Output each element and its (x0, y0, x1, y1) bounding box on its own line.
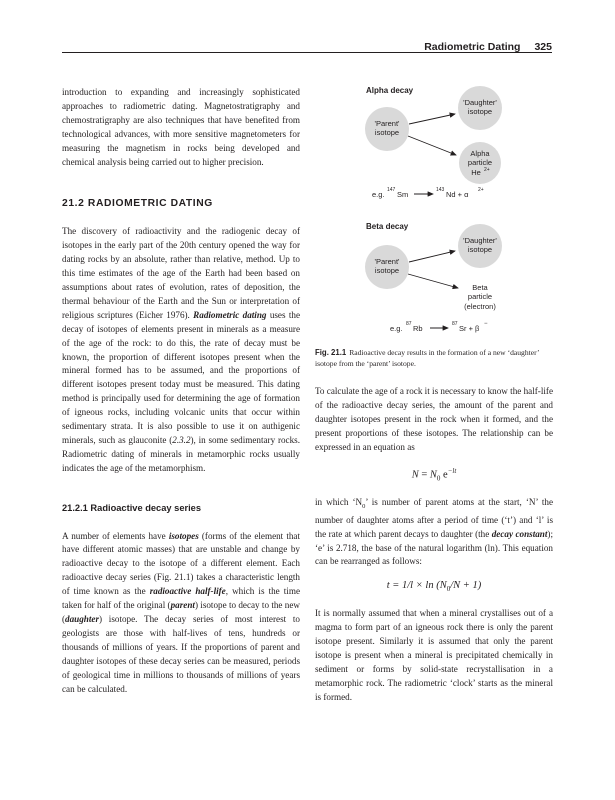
sub-p1-d: ) isotope to decay to the new ( (62, 600, 300, 624)
alpha-daughter-charge: 2+ (478, 187, 484, 193)
alpha-arrow-daughter (409, 114, 455, 124)
eq1-equals: = (421, 469, 428, 481)
running-head (400, 41, 552, 53)
alpha-parent-element: Sm (397, 190, 409, 199)
term-isotopes: isotopes (168, 530, 199, 541)
decay-diagram (315, 84, 553, 356)
right-paragraph-1: To calculate the age of a rock it is necessary to know the half-life of the radioactive decay series, the amount of the parent and daughter isotopes present in the rock when it formed, and the present proportions of these isotopes. The relationship can be expressed in an equation as (315, 386, 553, 452)
beta-daughter-element: Sr + β (459, 324, 480, 333)
figure-caption (315, 348, 553, 369)
alpha-daughter-line1: 'Daughter' (463, 98, 497, 107)
section-heading: 21.2 RADIOMETRIC DATING (62, 198, 213, 210)
alpha-particle-symbol: He (471, 168, 481, 177)
term-half-life: radioactive half-life (149, 586, 226, 597)
eq1-n: N (429, 469, 437, 481)
beta-parent-line2: isotope (374, 266, 400, 275)
beta-daughter-charge: − (484, 321, 488, 327)
beta-arrow-daughter (409, 251, 455, 262)
sub-p1-c: , which is the time taken for half of the original ( (62, 586, 300, 611)
equation-age (315, 579, 553, 597)
caption-label: Fig. 21.1 (315, 348, 347, 357)
subsection-heading: 21.2.1 Radioactive decay series (62, 502, 202, 513)
alpha-particle-line1: Alpha (470, 149, 490, 158)
section-ref: 2.3.2 (172, 434, 191, 445)
beta-parent-line1: 'Parent' (374, 257, 400, 266)
subsection-paragraph (62, 530, 300, 697)
alpha-daughter-mass: 143 (436, 187, 445, 193)
term-daughter: daughter (65, 614, 100, 624)
section-p1-a: The discovery of radioactivity and the radiogenic decay of isotopes in the early part of the 20th century opened the way for dating rocks by an absolute, rather than relative, method. Up to this time estimates of the age of the Earth had been based on assumptions about rates of evolution, rates of deposition, the thermal behaviour of the Earth and the Sun or interpretation of religious scriptures (Eicher 1976). (62, 226, 300, 320)
alpha-eg: e.g. (372, 190, 385, 199)
section-p1-c: ), in some sedimentary rocks. Radiometric dating of minerals in metamorphic rocks usually indicates the age of the metamorphism. (62, 434, 300, 473)
alpha-parent-mass: 147 (387, 187, 396, 193)
alpha-daughter-element: Nd + α (446, 190, 469, 199)
figure-21-1 (315, 84, 553, 356)
page-number: 325 (534, 41, 552, 53)
sub-p1-b: (forms of the element that have different atomic masses) that are unstable and change by radioactive decay to the isotope of a different element. Each radioactive decay series (Fig. 21.1) takes a characteristic length of time known as the (62, 530, 301, 597)
eq2-sub: 0 (446, 585, 451, 594)
running-head-title: Radiometric Dating (424, 41, 521, 53)
intro-paragraph: introduction to expanding and increasingly sophisticated approaches to radiometric dating. Magnetostratigraphy and chemostratigraphy are also techniques that have benefited from technological advances, with more sensitive magnetometers for measuring the magnetism in rocks being developed and chemical analysis being carried out to higher precision. (62, 87, 300, 167)
beta-arrow-particle (408, 274, 458, 288)
equation-decay (315, 465, 553, 487)
alpha-daughter-line2: isotope (467, 107, 493, 116)
p2-c: ); ‘e’ is 2.718, the base of the natural logarithm (ln). This equation can be rearranged as follows: (315, 528, 553, 567)
eq2-end: /N + 1) (450, 580, 482, 592)
beta-parent-element: Rb (413, 324, 423, 333)
eq1-sub: 0 (436, 474, 441, 483)
term-radiometric-dating: Radiometric dating (193, 309, 267, 320)
left-column (62, 86, 300, 696)
beta-particle-line3: (electron) (464, 302, 496, 311)
alpha-parent-line1: 'Parent' (374, 119, 400, 128)
beta-daughter-mass: 87 (452, 321, 458, 327)
right-column (315, 385, 553, 705)
beta-particle-line1: Beta (472, 283, 488, 292)
sub-p1-e: ) isotope. The decay series of most interest to geologists are those with half-lives of tens, hundreds or thousands of millions of years. If the proportions of parent and daughter isotopes of these decay series can be measured, periods of geological time in millions to thousands of millions of years can be calculated. (62, 614, 300, 694)
p2-sub: 0 (362, 502, 366, 510)
alpha-decay-title: Alpha decay (366, 86, 414, 95)
eq1-exp: −lt (447, 466, 457, 475)
alpha-particle-charge: 2+ (484, 167, 490, 173)
p2-a: in which ‘N (315, 497, 363, 508)
beta-eg: e.g. (390, 324, 403, 333)
eq1-e: e (443, 469, 448, 481)
term-parent: parent (170, 600, 195, 611)
beta-daughter-line2: isotope (467, 245, 493, 254)
section-p1-b: uses the decay of isotopes of elements present in minerals as a measure of the age of the rock: to do this, the rate of decay must be known, the proportion of different isotopes present when the mineral formed has to be assumed, and the proportions of different isotopes present today must be measured. This dating method is principally used for determining the age of formation of igneous rocks, including volcanic units that occur within sedimentary strata. It is also possible to use it on authigenic minerals, such as glauconite ( (62, 309, 301, 445)
alpha-particle-line2: particle (467, 158, 493, 167)
eq2-main: t = 1/l × ln (N (386, 580, 447, 592)
right-paragraph-2 (315, 496, 553, 569)
section-paragraph (62, 225, 300, 475)
eq1-lhs: N (411, 469, 419, 481)
beta-parent-mass: 87 (406, 321, 412, 327)
p2-b: ’ is number of parent atoms at the start, ‘N’ the number of daughter atoms after a period of time (‘t’) and ‘l’ is the rate at which parent decays to daughter (the (315, 497, 553, 539)
beta-daughter-line1: 'Daughter' (463, 236, 497, 245)
alpha-parent-line2: isotope (374, 128, 400, 137)
caption-text: Radioactive decay results in the formation of a new ‘daughter’ isotope from the ‘parent’ isotope. (315, 348, 539, 368)
term-decay-constant: decay constant (491, 528, 548, 539)
right-paragraph-3: It is normally assumed that when a mineral crystallises out of a magma to form part of an igneous rock there is only the parent isotope present. Similarly it is assumed that only the parent isotope is present when a mineral is precipitated chemically in sediment or forms by solid-state recrystallisation in a metamorphic rock. The radiometric ‘clock’ starts as the mineral is formed. (315, 608, 553, 702)
alpha-arrow-particle (408, 136, 456, 155)
beta-decay-title: Beta decay (366, 222, 409, 231)
sub-p1-a: A number of elements have (62, 530, 166, 541)
beta-particle-line2: particle (467, 292, 493, 301)
